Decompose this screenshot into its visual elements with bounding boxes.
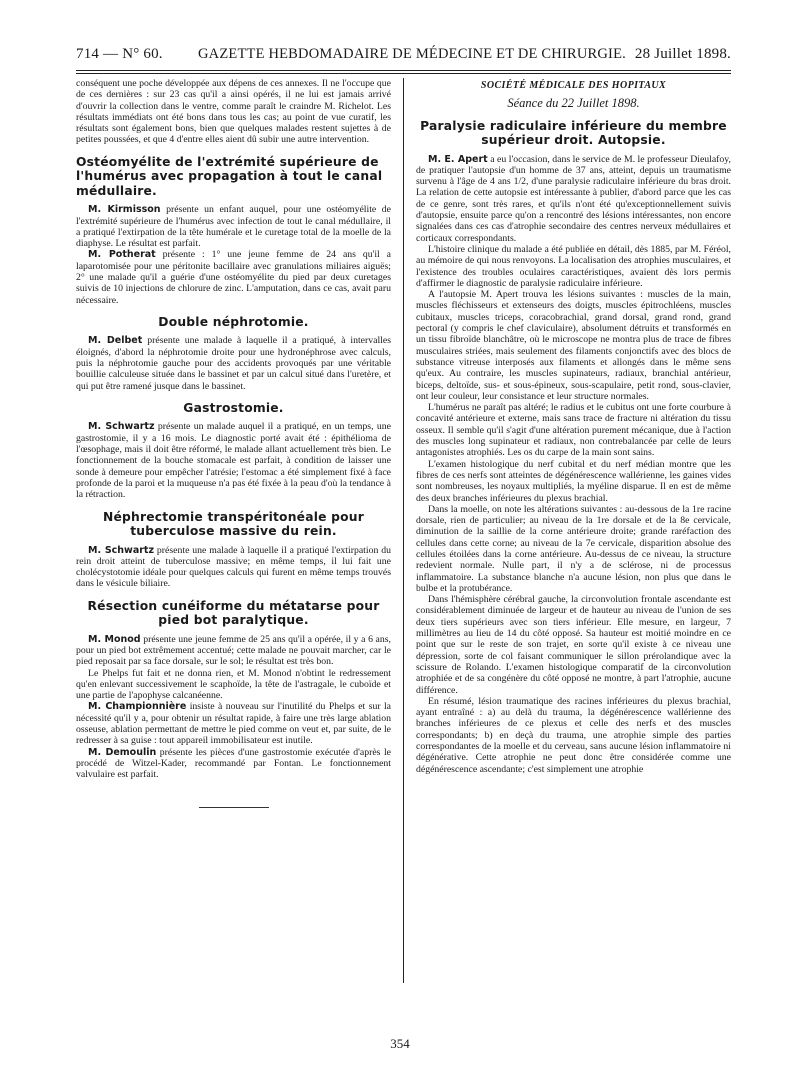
author-name: M. Championnière [88, 701, 187, 713]
paragraph-text: présente : 1° une jeune femme de 24 ans qu'il a laparotomisée pour une péritonite bacillaire avec granulations miliaires aiguës; 2° une malade qu'il a guérie d'une ostéomyélite du pied par deux curetages suivis de 10 injections de chlorure de zinc. L'amputation, dans ce cas, avait paru nécessaire. [76, 249, 391, 306]
author-name: M. Potherat [88, 249, 156, 261]
paragraph-text: présente une malade à laquelle il a pratiqué, à intervalles éloignés, d'abord la néphrotomie droite pour une hydronéphrose avec calculs, puis la néphrotomie gauche pour des accidents provoqués par une véritable bouillie calculeuse située dans le bassinet et par un calcul situé dans l'uretère, et qui put être ramené jusque dans le bassinet. [76, 335, 391, 392]
intro-paragraph: conséquent une poche développée aux dépens de ces annexes. Il ne l'occupe que de ces dernières : sur 23 cas qu'il a ainsi opérés, il ne lui est jamais arrivé d'ouvrir la collection dans le ventre, comme paraît le craindre M. Richelot. Les résultats immédiats ont été bons dans tous les cas; au point de vue curatif, les résultats sont également bons, bien que quelques malades restent sujettes à de petites poussées, et que 4 d'entre elles aient dû subir une autre intervention. [76, 78, 391, 146]
paragraph-text: présente une malade à laquelle il a pratiqué l'extirpation du rein droit atteint de tuberculose massive; en même temps, il lui fait une cholécystotomie idéale pour quelques calculs qui furent en même temps trouvés dans le vésicule biliaire. [76, 544, 391, 590]
paragraph-autopsie: A l'autopsie M. Apert trouva les lésions suivantes : muscles de la main, muscles fléchisseurs et extenseurs des doigts, muscles épitrochléens, muscles cubitaux, muscles triceps, coracobrachial, grand dorsal, grand rond, grand pectoral (y compris le chef claviculaire), absolument détruits et transformés en un tissu fibroïde blanchâtre, où le microscope ne montra plus de trace de fibres musculaires striées, mais seulement des filaments conjonctifs avec des blocs de substance vitreuse interposés aux filaments et allongés dans le même sens qu'eux. Au contraire, les muscles supinateurs, radiaux, branchial antérieur, biceps, deltoïde, sus- et sous-épineux, sous-scapulaire, petit rond, sous-clavier, ont leur couleur, leur consistance et leur structure normales. [416, 289, 731, 402]
author-name: M. Kirmisson [88, 204, 161, 216]
page-number: 354 [390, 1036, 410, 1051]
author-name: M. Monod [88, 633, 141, 645]
running-header [76, 40, 731, 66]
author-name: M. Schwartz [88, 544, 155, 556]
author-name: M. Demoulin [88, 746, 157, 758]
paragraph-text: présente une jeune femme de 25 ans qu'il a opérée, il y a 6 ans, pour un pied bot extrêmement accentué; cette malade ne pouvait marcher, car le pied reposait par sa face dorsale, sur le sol; le résultat est très bon. [76, 633, 391, 668]
section-title-paralysie: Paralysie radiculaire inférieure du membre supérieur droit. Autopsie. [420, 118, 727, 148]
header-rule [76, 70, 731, 71]
paragraph-schwartz-2 [76, 545, 391, 590]
session-date: Séance du 22 Juillet 1898. [507, 96, 640, 111]
paragraph-humerus: L'humérus ne paraît pas altéré; le radius et le cubitus ont une forte courbure à concavité antérieure et externe, mais sans trace de fracture ni altération du tissu osseux. Il semble qu'il s'agit d'une altération purement mécanique, due à l'action des muscles long supinateur et radiaux, non contrebalancée par celle de leurs antagonistes atrophiés. Les os du carpe de la main sont sains. [416, 402, 731, 459]
section-title-gastrostomie: Gastrostomie. [183, 400, 284, 415]
paragraph-demoulin [76, 747, 391, 781]
header-rule-thin [76, 73, 731, 74]
paragraph-moelle: Dans la moelle, on note les altérations suivantes : au-dessous de la 1re racine dorsale, rien de particulier; au niveau de la 1re dorsale et de la 8e cervicale, diminution de la saillie de la corne antérieure droite; grande raréfaction des cellules dans cette corne; au niveau de la 7e cervicale, disparition absolue des cellules étoilées dans la corne antérieure. Au-dessus de ce niveau, la structure redevient normale. Nulle part, il n'y a de sclérose, ni de processus inflammatoire. La substance blanche n'a aucune lésion, non plus que dans le bulbe et la protubérance. [416, 503, 731, 594]
section-title-resection: Résection cunéiforme du métatarse pour pied bot paralytique. [87, 598, 380, 628]
paragraph-text: présente un enfant auquel, pour une ostéomyélite de l'extrémité supérieure de l'humérus avec infection de tout le canal médullaire, il a pratiqué l'extirpation de la tête humérale et le curetage total de la moelle de la diaphyse. Le résultat est parfait. [76, 204, 391, 250]
paragraph-text: présente les pièces d'une gastrostomie exécutée d'après le procédé de Witzel-Kader, recommandé par Fontan. Le fonctionnement valvulaire est parfait. [76, 746, 391, 781]
column-divider [403, 78, 404, 983]
paragraph-apert [416, 154, 731, 244]
paragraph-resume: En résumé, lésion traumatique des racines inférieures du plexus brachial, ayant entraîné : a) au delà du trauma, la dégénérescence wallérienne des branches inférieures de ce plexus et celle des nerfs et des muscles correspondants; b) en deçà du trauma, une atrophie simple des parties correspondantes de la moelle et du cerveau, sans aucune lésion inflammatoire ni dégénérative. Cette atrophie ne peut donc être considérée comme une dégénérescence ascendante; c'est simplement une atrophie [416, 695, 731, 775]
author-name: M. Delbet [88, 335, 143, 347]
issue-number: 714 — N° 60. [76, 46, 163, 62]
paragraph-text: présente un malade auquel il a pratiqué, en un temps, une gastrostomie, il y a 16 mois. Le diagnostic porté avait été : épithélioma de l'œsophage, mais il doit être réformé, le malade allant actuellement très bien. Le fonctionnement de la bouche stomacale est parfait, à condition de laisser une sonde à demeure pour empêcher l'atrésie; l'estomac a été simplement fixé à face profonde de la paroi et la muqueuse n'a pas été fixée à la peau d'où la tendance à la rétraction. [76, 421, 391, 501]
paragraph-examen: L'examen histologique du nerf cubital et du nerf médian montre que les fibres de ces nerfs sont atteintes de dégénérescence wallérienne, les gaines vides sont nombreuses, les noyaux multipliés, la myéline disparue. Il en est de même des deux branches inférieures du plexus brachial. [416, 458, 731, 504]
section-end-rule [199, 807, 269, 808]
paragraph-potherat [76, 249, 391, 305]
paragraph-text: insiste à nouveau sur l'inutilité du Phelps et sur la nécessité qu'il y a, pour obtenir un résultat rapide, à faire une très large ablation osseuse, ablation permettant de mettre le pied comme on veut et, par suite, de le redresser à sa guise : tout appareil immobilisateur est inutile. [76, 701, 391, 747]
author-name: M. Schwartz [88, 421, 155, 433]
paragraph-delbet [76, 335, 391, 391]
section-title-nephrotomie: Double néphrotomie. [158, 314, 309, 329]
paragraph-histoire: L'histoire clinique du malade a été publiée en détail, dès 1885, par M. Féréol, au mémoire de qui nous renvoyons. La localisation des atrophies musculaires, et l'existence des troubles oculaires caractéristiques, avaient dès lors permis d'affirmer le diagnostic de paralysie radiculaire inférieure. [416, 243, 731, 289]
paragraph-monod [76, 634, 391, 668]
paragraph-kirmisson [76, 204, 391, 249]
society-heading: SOCIÉTÉ MÉDICALE DES HOPITAUX [480, 80, 667, 91]
left-column [76, 78, 391, 978]
section-title-osteomyelite: Ostéomyélite de l'extrémité supérieure de l'humérus avec propagation à tout le canal médullaire. [76, 154, 383, 198]
issue-date: 28 Juillet 1898. [634, 46, 731, 62]
journal-title: GAZETTE HEBDOMADAIRE DE MÉDECINE ET DE CHIRURGIE. [198, 46, 626, 62]
paragraph-phelps: Le Phelps fut fait et ne donna rien, et M. Monod n'obtint le redressement qu'en enlevant successivement le scaphoïde, la tête de l'astragale, le cuboïde et une partie de l'apophyse calcanéenne. [76, 667, 391, 702]
section-title-nephrectomie: Néphrectomie transpéritonéale pour tuberculose massive du rein. [102, 509, 365, 539]
right-column [416, 78, 731, 978]
paragraph-text: a eu l'occasion, dans le service de M. le professeur Dieulafoy, de pratiquer l'autopsie d'un homme de 37 ans, atteint, depuis un traumatisme survenu à l'âge de 4 ans 1/2, d'une paralysie radiculaire inférieure du bras droit. La relation de cette autopsie est intéressante à publier, d'abord parce que les cas de ce genre, sont très rares, et qu'ils n'ont été qu'exceptionnellement suivis d'autopsie, ensuite parce qu'on a rencontré des lésions intéressantes, non encore signalées dans ces cas d'atrophie secondaire des centres nerveux médullaires et corticaux correspondants. [416, 153, 731, 244]
paragraph-championniere [76, 701, 391, 746]
author-name: M. E. Apert [428, 153, 488, 165]
paragraph-schwartz-1 [76, 421, 391, 500]
paragraph-hemisphere: Dans l'hémisphère cérébral gauche, la circonvolution frontale ascendante est considérablement diminuée de largeur et de hauteur au niveau de l'union de ses deux tiers supérieurs avec son tiers inférieur. Elle mesure, en largeur, 7 millimètres au lieu de 14 du côté opposé. Sa hauteur est moitié moindre en ce point que sur le reste de son trajet, en sorte qu'il existe à ce niveau une dépression, sorte de col faisant communiquer le sillon prérolandique avec la scissure de Rolando. L'examen histologique comparatif de la circonvolution atrophiée et de sa congénère du côté opposé ne montre, à part l'atrophie, aucune différence. [416, 594, 731, 696]
